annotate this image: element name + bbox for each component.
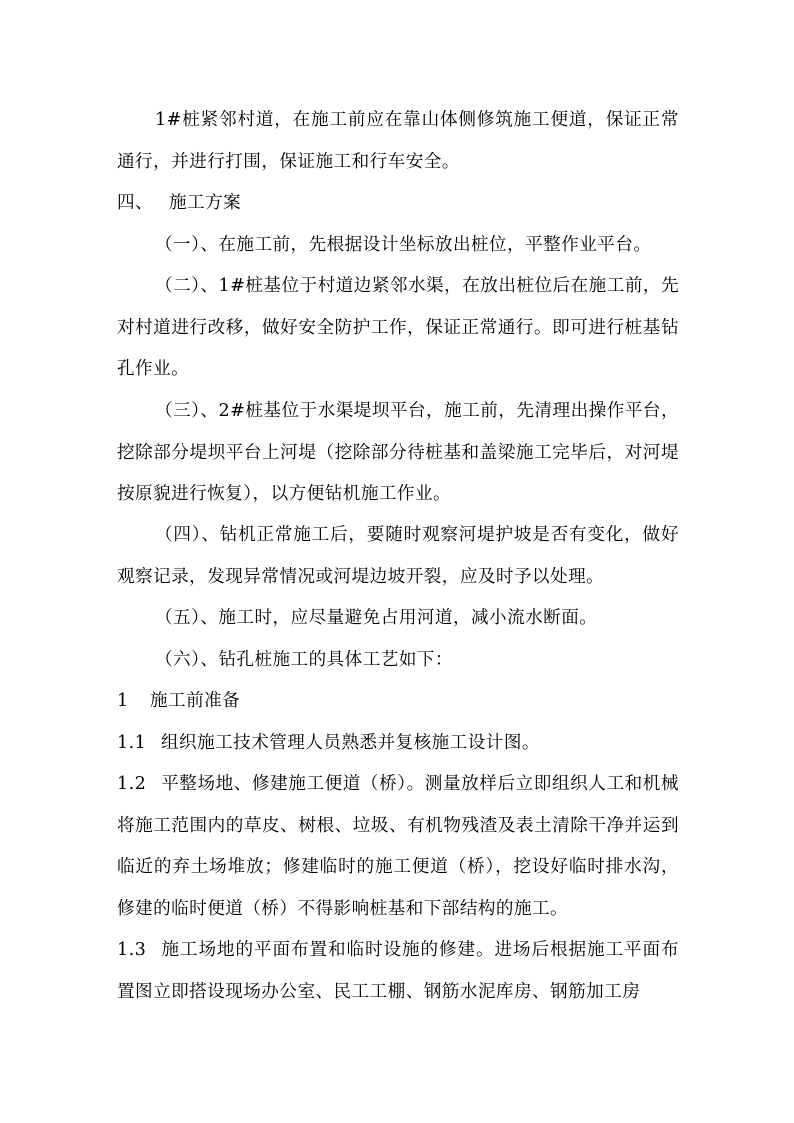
clause-number: 1.3 [117, 940, 147, 960]
paragraph-pile-1-road: 1#桩紧邻村道，在施工前应在靠山体侧修筑施工便道，保证正常通行，并进行打围，保证施工和行车安全。 [117, 110, 679, 172]
paragraph-item-5: （五）、施工时，应尽量避免占用河道，减小流水断面。 [155, 608, 598, 628]
paragraph-item-2: （二）、1#桩基位于村道边紧邻水渠，在放出桩位后在施工前，先对村道进行改移，做好安全防护工作，保证正常通行。即可进行桩基钻孔作业。 [117, 276, 679, 379]
subsection-title: 施工前准备 [150, 691, 241, 711]
clause-text: 施工场地的平面布置和临时设施的修建。进场后根据施工平面布置图立即搭设现场办公室、民工工棚、钢筋水泥库房、钢筋加工房 [117, 940, 679, 1002]
paragraph-item-1: （一）、在施工前，先根据设计坐标放出桩位，平整作业平台。 [155, 235, 652, 255]
paragraph-item-6: （六）、钻孔桩施工的具体工艺如下： [155, 650, 453, 670]
clause-text: 平整场地、修建施工便道（桥）。测量放样后立即组织人工和机械将施工范围内的草皮、树根、垃圾、有机物残渣及表土清除干净并运到临近的弃土场堆放；修建临时的施工便道（桥），挖设好临时排水沟，修建的临时便道（桥）不得影响桩基和下部结构的施工。 [117, 774, 679, 919]
paragraph-item-4: （四）、钻机正常施工后，要随时观察河堤护坡是否有变化，做好观察记录，发现异常情况或河堤边坡开裂，应及时予以处理。 [117, 525, 679, 587]
clause-number: 1.1 [117, 733, 147, 753]
clause-1-3 [117, 930, 679, 1013]
clause-number: 1.2 [117, 774, 147, 794]
subsection-heading-preparation [117, 681, 240, 723]
clause-text: 组织施工技术管理人员熟悉并复核施工设计图。 [161, 733, 540, 753]
subsection-number: 1 [117, 691, 129, 711]
section-title: 施工方案 [169, 193, 242, 213]
clause-1-2 [117, 764, 679, 930]
section-heading-construction-plan [117, 183, 241, 225]
clause-1-1 [117, 723, 540, 765]
section-number: 四、 [117, 193, 154, 213]
paragraph-item-3: （三）、2#桩基位于水渠堤坝平台，施工前，先清理出操作平台，挖除部分堤坝平台上河堤（挖除部分待桩基和盖梁施工完毕后，对河堤按原貌进行恢复），以方便钻机施工作业。 [117, 401, 679, 504]
